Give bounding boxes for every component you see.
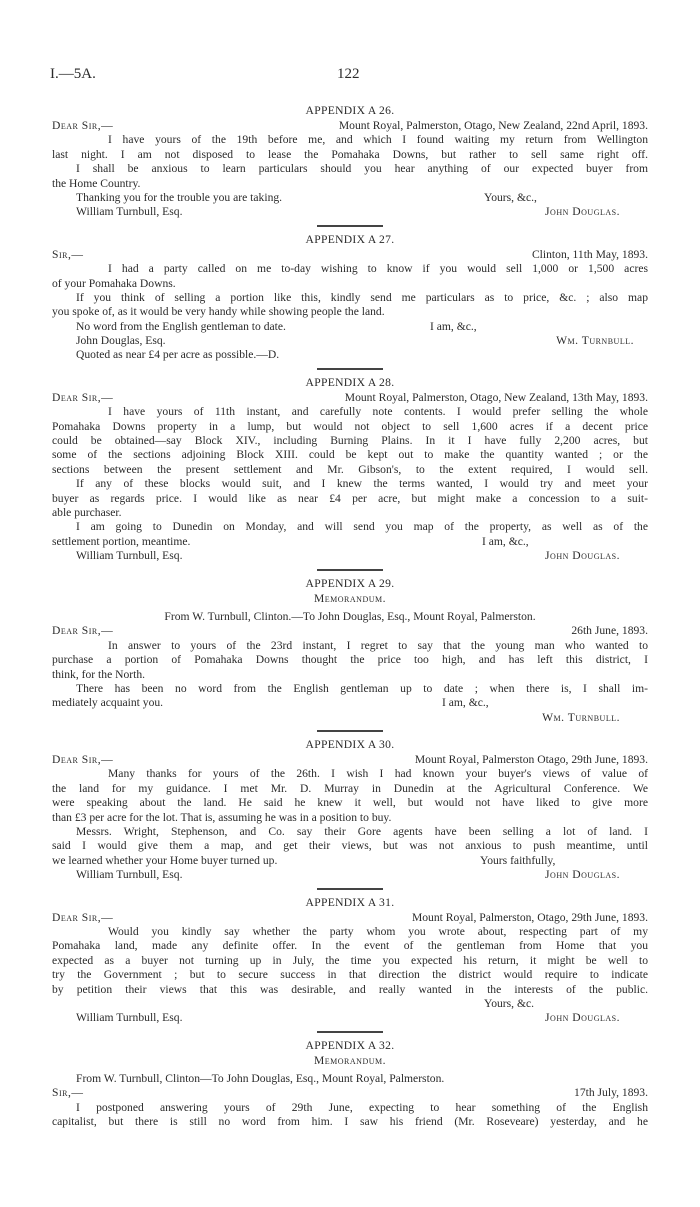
place-date: Clinton, 11th May, 1893. bbox=[531, 247, 648, 261]
body-line: the Home Country. bbox=[52, 176, 141, 190]
body-line: I have yours of 11th instant, and carefully note contents. I would prefer selling the whole bbox=[108, 405, 648, 419]
appendix-a27 bbox=[52, 232, 648, 363]
body-line: try the Government ; but to secure success in that direction the district would require to indicate bbox=[52, 968, 648, 982]
section-divider bbox=[317, 368, 383, 370]
addressee: William Turnbull, Esq. bbox=[76, 868, 183, 882]
body-line: able purchaser. bbox=[52, 505, 122, 519]
appendix-title: APPENDIX A 27. bbox=[305, 232, 395, 246]
addressee: William Turnbull, Esq. bbox=[76, 205, 183, 219]
postscript-note: Quoted as near £4 per acre as possible.—D. bbox=[76, 348, 280, 362]
body-line: purchase a portion of Pomahaka Downs thought the price too high, and has left this district, I bbox=[52, 653, 648, 667]
salutation: Dear Sir,— bbox=[52, 119, 114, 132]
signature-line bbox=[52, 334, 648, 348]
complimentary-close: I am, &c., bbox=[482, 534, 529, 548]
body-line: could be obtained—say Block XIV., including Burning Plains. In it I have fully 2,200 acres, but bbox=[52, 434, 648, 448]
appendix-title: APPENDIX A 30. bbox=[305, 738, 395, 752]
body-line: mediately acquaint you. bbox=[52, 696, 164, 710]
body-line: If any of these blocks would suit, and I knew the terms wanted, I would try and meet your bbox=[76, 477, 648, 491]
body-line: by petition their views that this was desirable, and really wanted in the interests of the public. bbox=[52, 982, 648, 996]
body-line: some of the sections adjoining Block XIII. could be kept out to make the quantity wanted ; or the bbox=[52, 448, 648, 462]
closing-line bbox=[52, 191, 648, 205]
signature-line bbox=[52, 868, 648, 882]
letter-heading bbox=[52, 1086, 648, 1100]
place-date: Mount Royal, Palmerston Otago, 29th June, 1893. bbox=[414, 753, 648, 767]
signature-line bbox=[52, 205, 648, 219]
salutation: Sir,— bbox=[52, 1086, 84, 1100]
body-line: you spoke of, as it would be very handy while showing people the land. bbox=[52, 305, 385, 319]
complimentary-close: I am, &c., bbox=[442, 696, 489, 710]
signature: Wm. Turnbull. bbox=[542, 710, 620, 724]
closing-text: Thanking you for the trouble you are taking. bbox=[76, 190, 283, 204]
body-line: of your Pomahaka Downs. bbox=[52, 276, 176, 290]
page-number: 122 bbox=[337, 66, 360, 82]
body-line: Pomahaka Downs property in a lump, but would not object to sell 1,600 acres if a decent price bbox=[52, 419, 648, 433]
place-date: Mount Royal, Palmerston, Otago, New Zealand, 13th May, 1893. bbox=[344, 390, 648, 404]
salutation: Sir,— bbox=[52, 247, 84, 261]
letter-heading bbox=[52, 911, 648, 925]
place-date: Mount Royal, Palmerston, Otago, New Zealand, 22nd April, 1893. bbox=[338, 119, 648, 132]
body-line-with-close bbox=[52, 696, 648, 710]
appendix-title: APPENDIX A 31. bbox=[305, 895, 395, 909]
addressee: William Turnbull, Esq. bbox=[76, 1011, 183, 1025]
letter-heading bbox=[52, 624, 648, 638]
salutation: Dear Sir,— bbox=[52, 390, 114, 404]
signature-line bbox=[52, 711, 648, 725]
body-line: sections between the present settlement and Mr. Gibson's, to the extent required, I would sell. bbox=[52, 462, 648, 476]
paper-reference: I.—5A. bbox=[50, 66, 96, 82]
section-divider bbox=[317, 1031, 383, 1033]
complimentary-close: Yours, &c. bbox=[484, 996, 535, 1010]
signature: John Douglas. bbox=[545, 549, 620, 563]
letter-heading bbox=[52, 391, 648, 405]
body-line: capitalist, but there is still no word from him. I saw his friend (Mr. Roseveare) yesterday, and he bbox=[52, 1115, 648, 1129]
appendix-a30 bbox=[52, 737, 648, 883]
body-line: I shall be anxious to learn particulars should you hear anything of our expected buyer from bbox=[76, 162, 648, 176]
memo-from-line: From W. Turnbull, Clinton—To John Douglas, Esq., Mount Royal, Palmerston. bbox=[76, 1072, 445, 1086]
closing-text: No word from the English gentleman to date. bbox=[76, 319, 286, 333]
body-line: buyer as regards price. I would like as near £4 per acre, but might make a concession to a suit- bbox=[52, 491, 648, 505]
appendix-title: APPENDIX A 26. bbox=[305, 104, 395, 117]
memo-from-line: From W. Turnbull, Clinton.—To John Douglas, Esq., Mount Royal, Palmerston. bbox=[164, 609, 536, 623]
signature-line bbox=[52, 549, 648, 563]
body-line: If you think of selling a portion like this, kindly send me particulars as to price, &c. ; also map bbox=[76, 290, 648, 304]
body-line-with-close bbox=[52, 854, 648, 868]
section-divider bbox=[317, 730, 383, 732]
body-line: Many thanks for yours of the 26th. I wish I had known your buyer's views of value of bbox=[108, 767, 648, 781]
body-line: I have yours of the 19th before me, and which I found waiting my return from Wellington bbox=[108, 133, 648, 147]
body-line: expected as a buyer not turning up in July, the time you expected his return, it might be well to bbox=[52, 953, 648, 967]
body-line: Pomahaka land, made any definite offer. In the event of the gentleman from Home that you bbox=[52, 939, 648, 953]
salutation: Dear Sir,— bbox=[52, 753, 114, 767]
section-divider bbox=[317, 569, 383, 571]
body-line: I am going to Dunedin on Monday, and will send you map of the property, as well as of the bbox=[76, 520, 648, 534]
closing-line bbox=[52, 997, 648, 1011]
place-date: Mount Royal, Palmerston, Otago, 29th June, 1893. bbox=[411, 910, 648, 924]
signature: John Douglas. bbox=[545, 868, 620, 882]
appendix-a29 bbox=[52, 576, 648, 726]
body-line: said I would give them a map, and get their views, but was not anxious to push meantime, until bbox=[52, 839, 648, 853]
page-header bbox=[0, 66, 700, 86]
appendix-a32 bbox=[52, 1038, 648, 1130]
page-body bbox=[52, 103, 648, 1130]
appendix-title: APPENDIX A 32. bbox=[305, 1038, 395, 1052]
signature: John Douglas. bbox=[545, 1011, 620, 1025]
body-line: were speaking about the land. He said he knew it well, but would not have liked to give more bbox=[52, 796, 648, 810]
body-line: Messrs. Wright, Stephenson, and Co. say their Gore agents have been selling a lot of land. I bbox=[76, 825, 648, 839]
body-line-with-close bbox=[52, 535, 648, 549]
body-line: I postponed answering yours of 29th June, expecting to hear something of the English bbox=[76, 1100, 648, 1114]
memo-subtitle: Memorandum. bbox=[313, 1053, 387, 1067]
section-divider bbox=[317, 888, 383, 890]
place-date: 17th July, 1893. bbox=[574, 1086, 648, 1100]
salutation: Dear Sir,— bbox=[52, 910, 114, 924]
letter-heading bbox=[52, 119, 648, 133]
appendix-title: APPENDIX A 28. bbox=[305, 375, 395, 389]
body-line: we learned whether your Home buyer turned up. bbox=[52, 853, 278, 867]
body-line: think, for the North. bbox=[52, 667, 146, 681]
body-line: settlement portion, meantime. bbox=[52, 534, 191, 548]
body-line: I had a party called on me to-day wishing to know if you would sell 1,000 or 1,500 acres bbox=[108, 262, 648, 276]
complimentary-close: Yours, &c., bbox=[484, 190, 537, 204]
body-line: There has been no word from the English gentleman up to date ; when there is, I shall im- bbox=[76, 681, 648, 695]
place-date: 26th June, 1893. bbox=[571, 624, 648, 638]
letter-heading bbox=[52, 753, 648, 767]
body-line: In answer to yours of the 23rd instant, I regret to say that the young man who wanted to bbox=[108, 638, 648, 652]
body-line: the land for my guidance. I met Mr. D. Murray in Dunedin at the Agricultural Conference. We bbox=[52, 781, 648, 795]
letter-heading bbox=[52, 248, 648, 262]
complimentary-close: I am, &c., bbox=[430, 319, 477, 333]
complimentary-close: Yours faithfully, bbox=[480, 853, 556, 867]
body-line: last night. I am not disposed to lease the Pomahaka Downs, but rather to sell same right off. bbox=[52, 147, 648, 161]
appendix-title: APPENDIX A 29. bbox=[305, 576, 395, 590]
signature: Wm. Turnbull. bbox=[556, 334, 634, 348]
appendix-a26 bbox=[52, 103, 648, 220]
signature-line bbox=[52, 1011, 648, 1025]
body-line: Would you kindly say whether the party whom you wrote about, respecting part of my bbox=[108, 924, 648, 938]
closing-line bbox=[52, 320, 648, 334]
addressee: John Douglas, Esq. bbox=[76, 334, 166, 348]
memo-subtitle: Memorandum. bbox=[313, 591, 387, 605]
salutation: Dear Sir,— bbox=[52, 624, 114, 638]
appendix-a31 bbox=[52, 895, 648, 1026]
signature: John Douglas. bbox=[545, 205, 620, 219]
section-divider bbox=[317, 225, 383, 227]
body-line: than £3 per acre for the lot. That is, assuming he was in a position to buy. bbox=[52, 810, 392, 824]
appendix-a28 bbox=[52, 375, 648, 564]
addressee: William Turnbull, Esq. bbox=[76, 549, 183, 563]
